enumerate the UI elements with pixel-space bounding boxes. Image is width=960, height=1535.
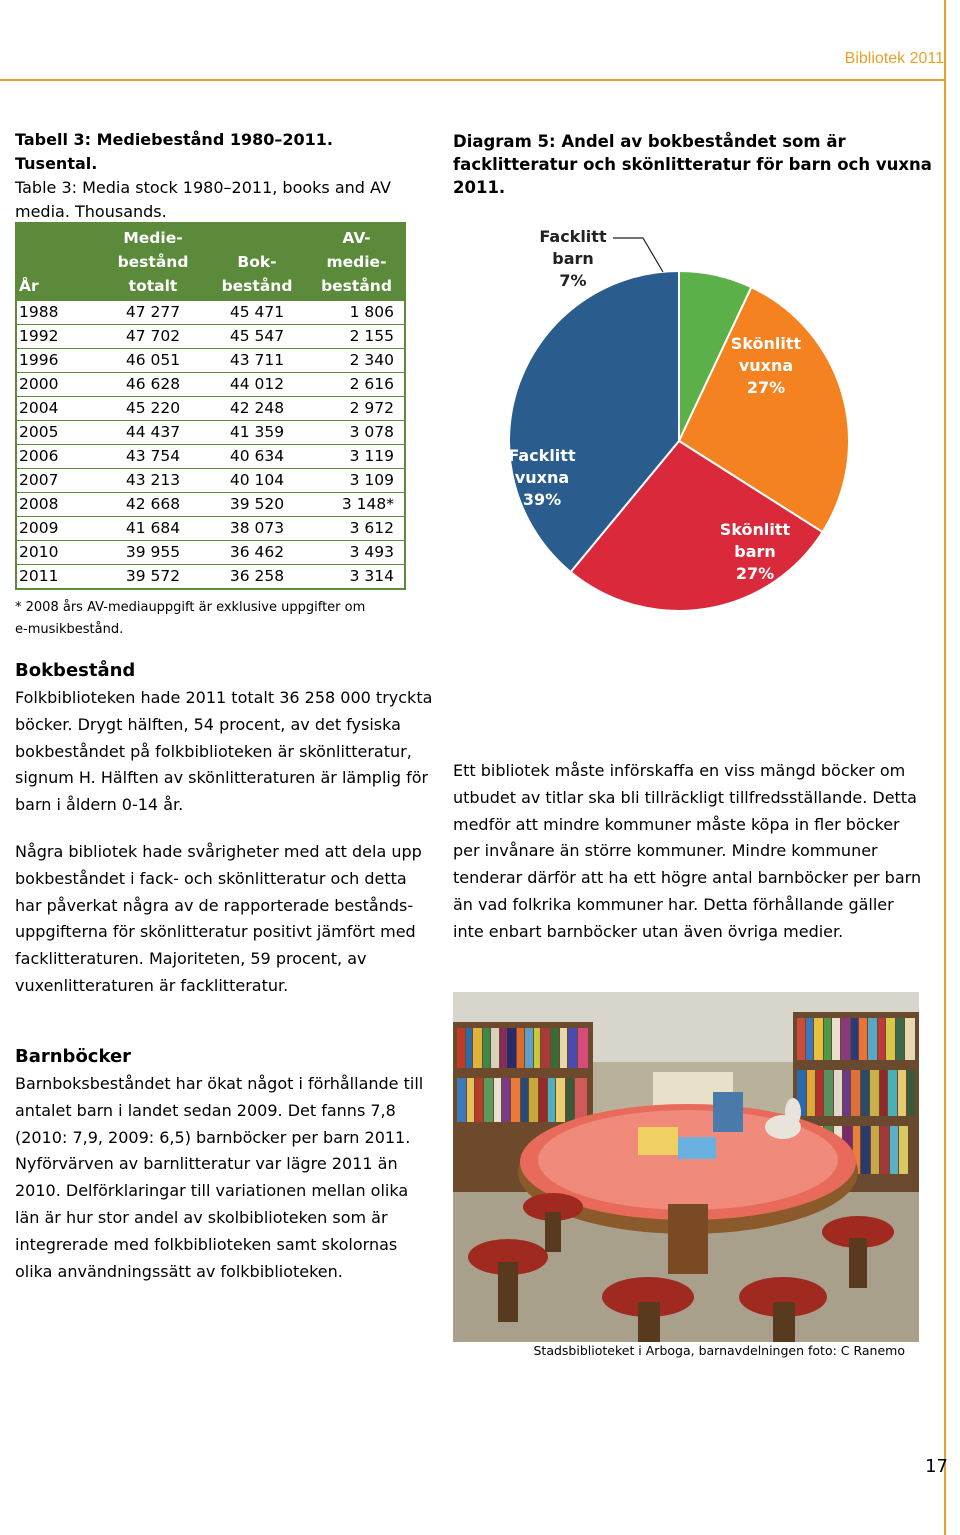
cell-year: 1996 [16,349,101,373]
cell-books: 44 012 [205,373,309,397]
slice-label-line: Facklitt [508,446,576,465]
table-title-bold: Tabell 3: Mediebestånd 1980–2011. [15,130,333,149]
media-stock-table [15,222,406,590]
table-row [16,397,405,421]
right-column-text: Ett bibliotek måste införskaffa en viss mängd böcker om utbudet av titlar ska bli tillräckligt tillfredsställande. Detta medför att mindre kommuner måste köpa in fler böcker per invånare än större kommuner. Mindre kommuner tenderar därför att ha ett högre antal barnböcker per barn än vad folkrika kommuner har. Detta förhållande gäller inte enbart barnböcker utan även övriga medier. [453,761,922,941]
cell-av: 3 109 [309,469,405,493]
table-header-row [16,223,405,301]
cell-av: 1 806 [309,301,405,325]
table-row [16,541,405,565]
paragraph: Några bibliotek hade svårigheter med att dela upp bokbeståndet i fack- och skönlitteratur och detta har påverkat några av de rapporterade bestånds-uppgifterna för skönlitteratur positivt jämfört med facklitteraturen. Majoriteten, 59 procent, av vuxenlitteraturen är facklitteratur. [15,841,422,995]
cell-total: 39 572 [101,565,205,590]
section-bokbestand [15,657,435,1020]
table-row [16,493,405,517]
photo-illustration [453,992,919,1342]
slice-label-line: 27% [746,378,786,397]
header-total-line: totalt [128,277,178,295]
cell-av: 3 612 [309,517,405,541]
table-row [16,373,405,397]
cell-total: 43 213 [101,469,205,493]
header-av-line: AV- [342,229,371,247]
header-total-line: bestånd [117,253,189,271]
cell-books: 38 073 [205,517,309,541]
cell-year: 2009 [16,517,101,541]
cell-year: 2005 [16,421,101,445]
library-photo [453,992,919,1342]
section-heading: Barnböcker [15,1046,132,1067]
page-number: 17 [925,1456,948,1477]
cell-books: 41 359 [205,421,309,445]
table-row [16,301,405,325]
header-books-line: bestånd [221,277,293,295]
cell-books: 36 462 [205,541,309,565]
header-total [101,223,205,301]
table-row [16,325,405,349]
header-av [309,223,405,301]
table-row [16,349,405,373]
running-title: Bibliotek 2011 [844,50,944,67]
slice-label-line: vuxna [738,356,794,375]
cell-av: 2 972 [309,397,405,421]
slice-label-line: barn [734,542,776,561]
slice-label-line: Facklitt [539,227,607,246]
cell-av: 3 493 [309,541,405,565]
cell-year: 2010 [16,541,101,565]
cell-total: 43 754 [101,445,205,469]
cell-total: 41 684 [101,517,205,541]
cell-year: 2007 [16,469,101,493]
cell-books: 43 711 [205,349,309,373]
cell-books: 40 104 [205,469,309,493]
table-footnote [15,597,415,641]
cell-total: 46 051 [101,349,205,373]
diagram-title: Diagram 5: Andel av bokbeståndet som är facklitteratur och skönlitteratur för barn och vuxna 2011. [453,132,932,197]
header-av-line: bestånd [321,277,392,295]
slice-label-line: vuxna [514,468,570,487]
slice-label-line: 27% [735,564,775,583]
cell-total: 46 628 [101,373,205,397]
table-title [15,128,415,224]
cell-year: 1992 [16,325,101,349]
cell-year: 1988 [16,301,101,325]
cell-total: 45 220 [101,397,205,421]
cell-books: 42 248 [205,397,309,421]
table-title-unit: Tusental. [15,154,98,173]
header-books [205,223,309,301]
cell-books: 39 520 [205,493,309,517]
cell-av: 2 340 [309,349,405,373]
table-row [16,445,405,469]
cell-av: 2 616 [309,373,405,397]
slice-label-line: Skönlitt [719,520,791,539]
cell-year: 2008 [16,493,101,517]
cell-books: 36 258 [205,565,309,590]
slice-label-line: barn [552,249,594,268]
cell-books: 45 547 [205,325,309,349]
cell-av: 3 078 [309,421,405,445]
section-heading: Bokbestånd [15,660,136,681]
slice-label-line: Skönlitt [730,334,802,353]
cell-av: 2 155 [309,325,405,349]
cell-year: 2011 [16,565,101,590]
slice-label-line: 39% [522,490,562,509]
side-rule [944,0,946,1535]
cell-books: 40 634 [205,445,309,469]
cell-books: 45 471 [205,301,309,325]
header-av-line: medie- [326,253,387,271]
slice-label [539,227,607,290]
paragraph: Folkbiblioteken hade 2011 totalt 36 258 000 tryckta böcker. Drygt hälften, 54 procent, av det fysiska bokbeståndet på folkbiblioteken är skönlitteratur, signum H. Hälften av skönlitteraturen är lämplig för barn i åldern 0-14 år. [15,688,433,815]
header-total-line: Medie- [123,229,183,247]
cell-av: 3 314 [309,565,405,590]
table-body [16,301,405,590]
header-year: År [16,223,101,301]
photo-caption: Stadsbiblioteket i Arboga, barnavdelningen foto: C Ranemo [533,1343,905,1358]
cell-year: 2004 [16,397,101,421]
cell-total: 47 277 [101,301,205,325]
cell-total: 39 955 [101,541,205,565]
footnote-line: * 2008 års AV-mediauppgift är exklusive uppgifter om [15,600,366,615]
pie-chart [453,215,893,615]
paragraph: Barnboksbeståndet har ökat något i förhållande till antalet barn i landet sedan 2009. Det fanns 7,8 (2010: 7,9, 2009: 6,5) barnböcker per barn 2011. Nyförvärven av barnlitteratur var lägre 2011 än 2010. Delförklaringar till variationen mellan olika län är hur stor andel av skolbiblioteken som är integrerade med folkbiblioteken samt skolornas olika användningssätt av folkbiblioteken. [15,1074,424,1281]
slice-label-line: 7% [559,271,587,290]
table-title-english: Table 3: Media stock 1980–2011, books and AV media. Thousands. [15,178,391,221]
table-row [16,421,405,445]
cell-year: 2006 [16,445,101,469]
cell-total: 47 702 [101,325,205,349]
cell-year: 2000 [16,373,101,397]
section-barnbocker [15,1043,435,1305]
table-row [16,517,405,541]
cell-total: 42 668 [101,493,205,517]
table-row [16,469,405,493]
cell-av: 3 119 [309,445,405,469]
table-row [16,565,405,590]
header-rule [0,79,944,81]
label-leader-line [613,238,663,272]
footnote-line: e-musikbestånd. [15,622,124,637]
cell-av: 3 148* [309,493,405,517]
cell-total: 44 437 [101,421,205,445]
header-books-line: Bok- [237,253,277,271]
